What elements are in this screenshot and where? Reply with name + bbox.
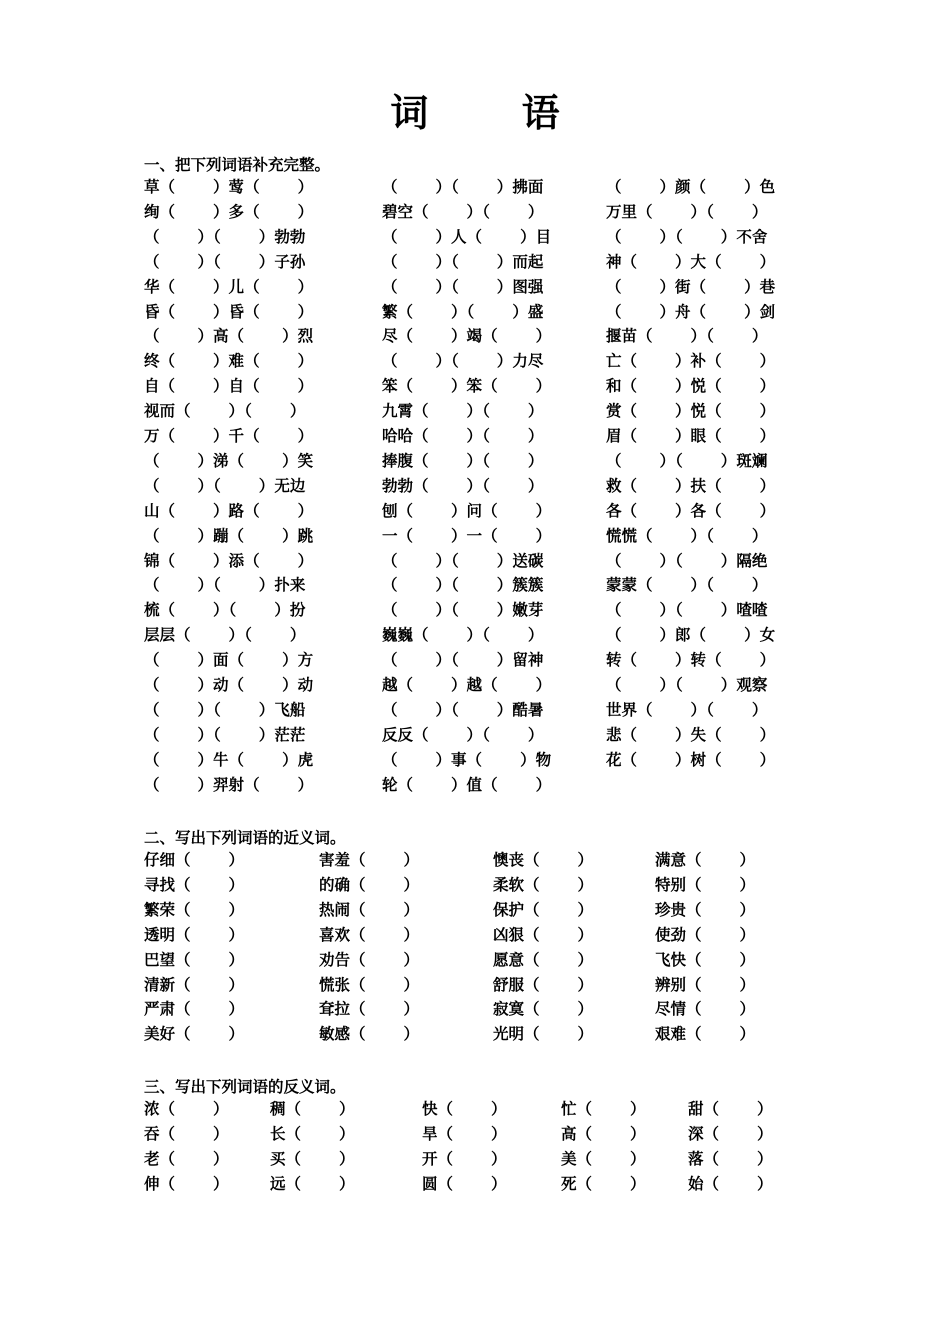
exercise-row [0,326,950,351]
exercise-item: 保护（ ） [493,900,594,919]
exercise-row [0,177,950,202]
exercise-item: 柔软（ ） [493,875,594,894]
exercise-item: 艰难（ ） [655,1025,756,1044]
exercise-item: 凶狠（ ） [493,925,594,944]
exercise-item: 稠（ ） [270,1100,355,1118]
exercise-item: 一（ ）一（ ） [382,526,552,545]
exercise-item: 寂寞（ ） [493,1000,594,1019]
exercise-item: 高（ ） [561,1124,646,1143]
exercise-item: 万里（ ）（ ） [606,202,768,221]
exercise-row [0,1149,950,1174]
exercise-item: （ ）人（ ）目 [382,227,552,246]
exercise-item: 勃勃（ ）（ ） [382,476,544,495]
exercise-row [0,1024,950,1049]
exercise-item: （ ）（ ）飞船 [144,700,306,719]
exercise-item: 清新（ ） [144,975,245,994]
exercise-item: 飞快（ ） [655,950,756,969]
exercise-item: 透明（ ） [144,925,245,944]
exercise-item: 锦（ ）添（ ） [144,551,314,570]
exercise-row [0,277,950,302]
exercise-item: 视而（ ）（ ） [144,402,306,421]
exercise-item: 华（ ）儿（ ） [144,277,314,296]
exercise-row [0,401,950,426]
exercise-item: 捧腹（ ）（ ） [382,451,544,470]
exercise-item: 慌慌（ ）（ ） [606,526,768,545]
section-3-heading: 三、写出下列词语的反义词。 [144,1078,346,1096]
exercise-item: 尽（ ）竭（ ） [382,327,552,346]
exercise-item: 舒服（ ） [493,975,594,994]
exercise-item: 蒙蒙（ ）（ ） [606,576,768,595]
exercise-item: 满意（ ） [655,851,756,869]
exercise-item: （ ）（ ）喳喳 [606,601,768,620]
exercise-item: （ ）（ ）不舍 [606,227,768,246]
exercise-item: （ ）蹦（ ）跳 [144,526,314,545]
exercise-item: （ ）（ ）簇簇 [382,576,544,595]
exercise-item: 快（ ） [422,1100,507,1118]
exercise-item: 落（ ） [688,1149,773,1168]
exercise-row [0,650,950,675]
exercise-item: （ ）牛（ ）虎 [144,750,314,769]
exercise-item: 繁（ ）（ ）盛 [382,302,544,321]
exercise-item: （ ）（ ）拂面 [382,178,544,196]
exercise-item: 巴望（ ） [144,950,245,969]
exercise-item: （ ）羿射（ ） [144,775,314,794]
exercise-item: 愿意（ ） [493,950,594,969]
exercise-row [0,351,950,376]
exercise-item: 买（ ） [270,1149,355,1168]
exercise-item: 花（ ）树（ ） [606,750,776,769]
exercise-item: 使劲（ ） [655,925,756,944]
exercise-item: 开（ ） [422,1149,507,1168]
exercise-item: 懊丧（ ） [493,851,594,869]
exercise-item: （ ）（ ）子孙 [144,252,306,271]
exercise-item: （ ）舟（ ）剑 [606,302,776,321]
exercise-item: （ ）涕（ ）笑 [144,451,314,470]
exercise-item: 严肃（ ） [144,1000,245,1019]
exercise-row [0,900,950,925]
exercise-item: 转（ ）转（ ） [606,651,776,670]
exercise-item: 刨（ ）问（ ） [382,501,552,520]
exercise-item: 悲（ ）失（ ） [606,725,776,744]
exercise-item: 碧空（ ）（ ） [382,202,544,221]
exercise-row [0,476,950,501]
exercise-item: 尽情（ ） [655,1000,756,1019]
exercise-item: 越（ ）越（ ） [382,676,552,694]
exercise-item: （ ）高（ ）烈 [144,327,314,346]
exercise-item: （ ）（ ）留神 [382,651,544,670]
exercise-item: 万（ ）千（ ） [144,427,314,445]
exercise-row [0,925,950,950]
exercise-item: 喜欢（ ） [319,925,420,944]
exercise-item: 救（ ）扶（ ） [606,476,776,495]
section-2-heading: 二、写出下列词语的近义词。 [144,829,346,847]
exercise-item: 赏（ ）悦（ ） [606,402,776,421]
exercise-item: （ ）颜（ ）色 [606,178,776,196]
exercise-item: 害羞（ ） [319,851,420,869]
exercise-item: （ ）（ ）无边 [144,476,306,495]
exercise-item: （ ）（ ）嫩芽 [382,601,544,620]
exercise-item: 和（ ）悦（ ） [606,377,776,396]
exercise-item: 美（ ） [561,1149,646,1168]
exercise-item: 特别（ ） [655,875,756,894]
exercise-item: 梳（ ）（ ）扮 [144,601,306,620]
exercise-item: 各（ ）各（ ） [606,501,776,520]
exercise-item: （ ）（ ）扑来 [144,576,306,595]
exercise-row [0,575,950,600]
exercise-item: （ ）（ ）而起 [382,252,544,271]
exercise-item: （ ）（ ）勃勃 [144,227,306,246]
exercise-item: 轮（ ）值（ ） [382,775,552,794]
exercise-item: 的确（ ） [319,875,420,894]
exercise-row [0,750,950,775]
exercise-item: 长（ ） [270,1124,355,1143]
exercise-item: （ ）（ ）图强 [382,277,544,296]
exercise-item: （ ）（ ）酷暑 [382,700,544,719]
exercise-item: 世界（ ）（ ） [606,700,768,719]
exercise-item: 远（ ） [270,1174,355,1193]
exercise-row [0,302,950,327]
exercise-item: （ ）（ ）隔绝 [606,551,768,570]
exercise-item: 始（ ） [688,1174,773,1193]
exercise-item: 死（ ） [561,1174,646,1193]
exercise-item: 山（ ）路（ ） [144,501,314,520]
exercise-item: 揠苗（ ）（ ） [606,327,768,346]
exercise-item: 美好（ ） [144,1025,245,1044]
page-title: 词 语 [390,91,600,135]
exercise-item: 眉（ ）眼（ ） [606,427,776,445]
exercise-item: （ ）（ ）送碳 [382,551,544,570]
exercise-item: 耷拉（ ） [319,1000,420,1019]
exercise-item: 笨（ ）笨（ ） [382,377,552,396]
exercise-item: （ ）事（ ）物 [382,750,552,769]
exercise-item: 草（ ）莺（ ） [144,178,314,196]
exercise-item: （ ）（ ）力尽 [382,352,544,371]
exercise-item: 珍贵（ ） [655,900,756,919]
exercise-row [0,950,950,975]
exercise-item: 热闹（ ） [319,900,420,919]
exercise-row [0,1174,950,1199]
exercise-item: 巍巍（ ）（ ） [382,626,544,645]
exercise-row [0,625,950,650]
exercise-item: 浓（ ） [144,1100,229,1118]
exercise-row [0,875,950,900]
exercise-item: （ ）（ ）茫茫 [144,725,306,744]
exercise-row [0,975,950,1000]
exercise-row [0,1124,950,1149]
exercise-row [0,551,950,576]
section-1-heading: 一、把下列词语补充完整。 [144,156,331,174]
exercise-item: 仔细（ ） [144,851,245,869]
exercise-item: （ ）动（ ）动 [144,676,314,694]
exercise-row [0,376,950,401]
exercise-row [0,675,950,700]
exercise-item: 绚（ ）多（ ） [144,202,314,221]
exercise-item: 自（ ）自（ ） [144,377,314,396]
exercise-item: 忙（ ） [561,1100,646,1118]
exercise-row [0,227,950,252]
exercise-item: 反反（ ）（ ） [382,725,544,744]
exercise-row [0,1099,950,1124]
exercise-row [0,999,950,1024]
exercise-item: 吞（ ） [144,1124,229,1143]
exercise-item: 慌张（ ） [319,975,420,994]
exercise-item: （ ）街（ ）巷 [606,277,776,296]
exercise-item: 昏（ ）昏（ ） [144,302,314,321]
exercise-row [0,850,950,875]
exercise-item: 劝告（ ） [319,950,420,969]
exercise-row [0,600,950,625]
exercise-item: 辨别（ ） [655,975,756,994]
exercise-row [0,252,950,277]
exercise-item: 老（ ） [144,1149,229,1168]
exercise-row [0,775,950,800]
exercise-row [0,202,950,227]
exercise-item: 层层（ ）（ ） [144,626,306,645]
exercise-row [0,426,950,451]
exercise-item: 亡（ ）补（ ） [606,352,776,371]
exercise-item: 伸（ ） [144,1174,229,1193]
exercise-row [0,700,950,725]
exercise-row [0,725,950,750]
exercise-item: 哈哈（ ）（ ） [382,427,544,445]
exercise-item: 旱（ ） [422,1124,507,1143]
exercise-item: （ ）（ ）斑斓 [606,451,768,470]
exercise-row [0,501,950,526]
exercise-item: 光明（ ） [493,1025,594,1044]
exercise-item: 繁荣（ ） [144,900,245,919]
exercise-item: 终（ ）难（ ） [144,352,314,371]
exercise-item: 深（ ） [688,1124,773,1143]
exercise-item: 神（ ）大（ ） [606,252,776,271]
exercise-row [0,451,950,476]
exercise-item: （ ）（ ）观察 [606,676,768,694]
exercise-item: 敏感（ ） [319,1025,420,1044]
exercise-item: 寻找（ ） [144,875,245,894]
exercise-item: 九霄（ ）（ ） [382,402,544,421]
exercise-row [0,526,950,551]
exercise-item: （ ）郎（ ）女 [606,626,776,645]
exercise-item: 甜（ ） [688,1100,773,1118]
exercise-item: 圆（ ） [422,1174,507,1193]
exercise-item: （ ）面（ ）方 [144,651,314,670]
